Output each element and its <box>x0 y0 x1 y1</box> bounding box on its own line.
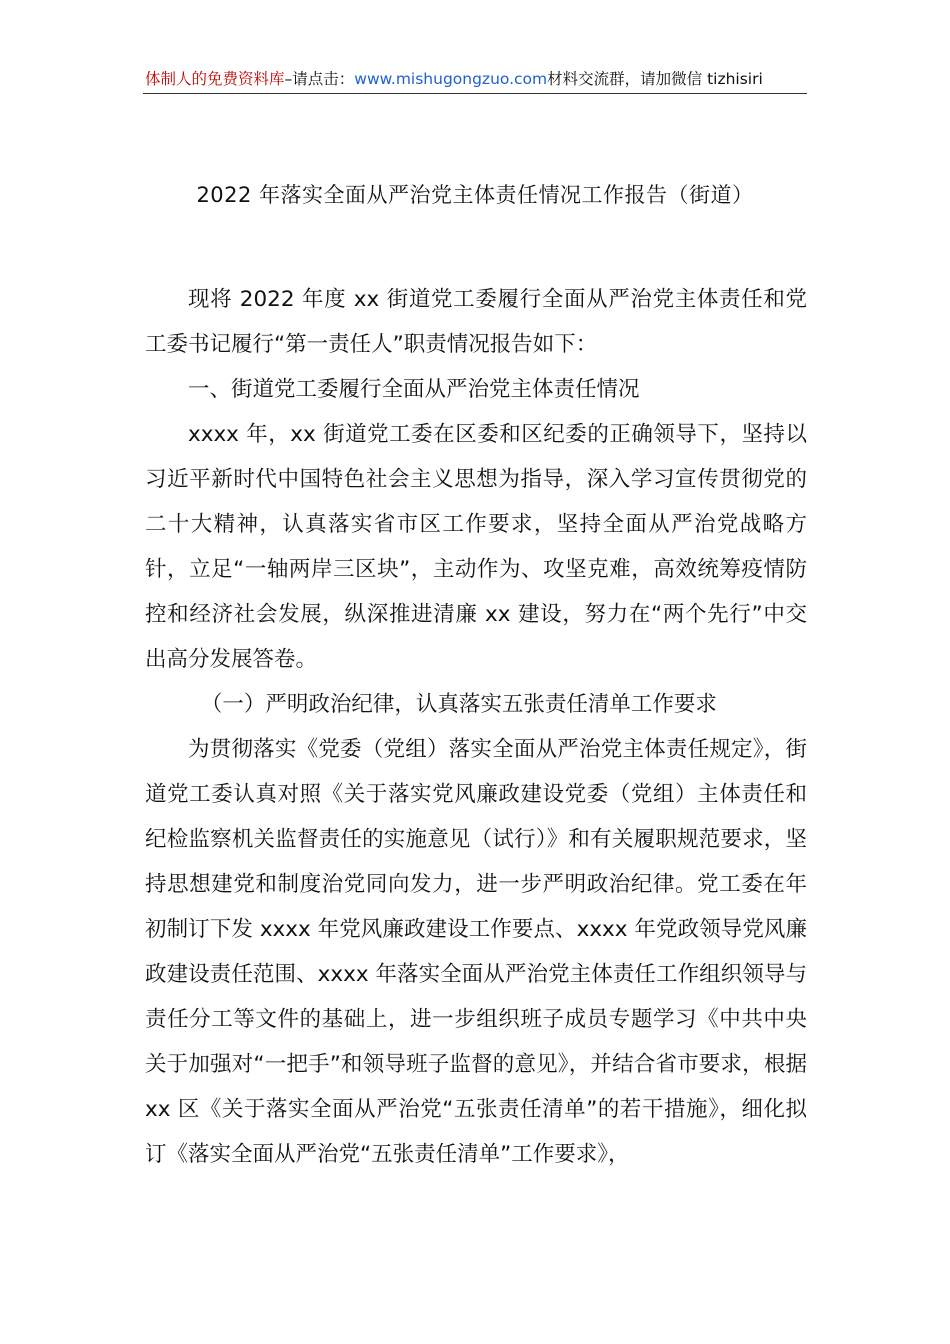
subsection-heading: （一）严明政治纪律，认真落实五张责任清单工作要求 <box>200 692 717 717</box>
document-body <box>145 277 807 1177</box>
header-library-name: 体制人的免费资料库 <box>145 70 285 88</box>
page-header <box>145 68 805 90</box>
header-note: 材料交流群，请加微信 tizhisiri <box>547 70 763 88</box>
document-title: 2022 年落实全面从严治党主体责任情况工作报告（街道） <box>196 183 754 207</box>
header-prompt: –请点击： <box>284 70 355 88</box>
intro-paragraph: 现将 2022 年度 xx 街道党工委履行全面从严治党主体责任和党工委书记履行“第一责任人”职责情况报告如下： <box>145 287 807 357</box>
body-paragraph: 为贯彻落实《党委（党组）落实全面从严治党主体责任规定》，街道党工委认真对照《关于落实党风廉政建设党委（党组）主体责任和纪检监察机关监督责任的实施意见（试行）》和有关履职规范要求，坚持思想建党和制度治党同向发力，进一步严明政治纪律。党工委在年初制订下发 xxxx 年党风廉政建设工作要点、xxxx 年党政领导党风廉政建设责任范围、xxxx 年落实全面从严治党主体责任工作组织领导与责任分工等文件的基础上，进一步组织班子成员专题学习《中共中央关于加强对“一把手”和领导班子监督的意见》，并结合省市要求，根据 xx 区《关于落实全面从严治党“五张责任清单”的若干措施》，细化拟订《落实全面从严治党“五张责任清单”工作要求》， <box>145 737 807 1167</box>
header-url-link[interactable]: www.mishugongzuo.com <box>354 70 548 88</box>
header-divider <box>143 93 807 94</box>
section-heading: 一、街道党工委履行全面从严治党主体责任情况 <box>188 377 640 402</box>
body-paragraph: xxxx 年，xx 街道党工委在区委和区纪委的正确领导下，坚持以习近平新时代中国特色社会主义思想为指导，深入学习宣传贯彻党的二十大精神，认真落实省市区工作要求，坚持全面从严治党战略方针，立足“一轴两岸三区块”，主动作为、攻坚克难，高效统筹疫情防控和经济社会发展，纵深推进清廉 xx 建设，努力在“两个先行”中交出高分发展答卷。 <box>145 422 807 672</box>
